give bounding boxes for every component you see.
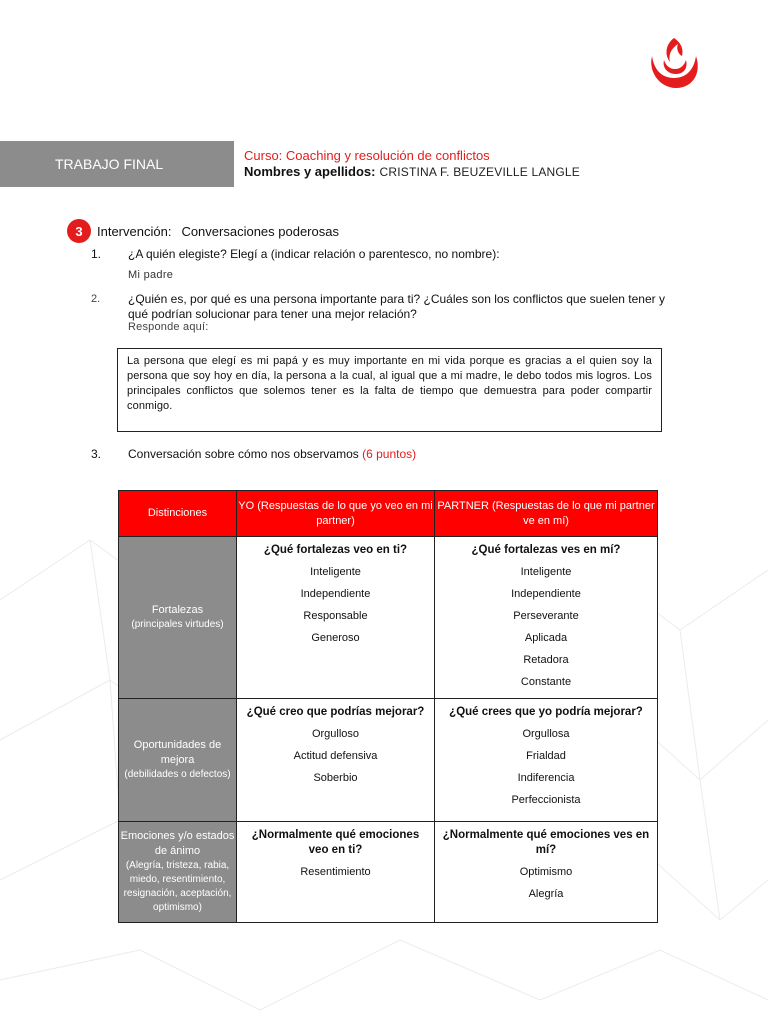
list-item: Independiente bbox=[300, 588, 371, 600]
row-label bbox=[119, 699, 237, 822]
list-item: Responsable bbox=[303, 610, 368, 622]
table-row-emociones bbox=[119, 822, 658, 923]
list-item: Indiferencia bbox=[517, 772, 575, 784]
row-subtitle: (debilidades o defectos) bbox=[124, 769, 231, 780]
list-item: Inteligente bbox=[310, 566, 361, 578]
partner-items bbox=[435, 565, 657, 690]
list-item: Frialdad bbox=[526, 750, 566, 762]
list-item: Retadora bbox=[523, 654, 569, 666]
list-item: Perfeccionista bbox=[511, 794, 581, 806]
question-text bbox=[128, 447, 668, 462]
list-item: Perseverante bbox=[513, 610, 579, 622]
distinctions-table bbox=[118, 490, 658, 923]
list-item: Actitud defensiva bbox=[293, 750, 378, 762]
yo-items bbox=[237, 727, 434, 786]
section-title: Conversaciones poderosas bbox=[181, 223, 339, 239]
section-label: Intervención: bbox=[97, 223, 172, 239]
yo-question: ¿Normalmente qué emociones veo en ti? bbox=[251, 829, 420, 856]
header-partner: PARTNER (Respuestas de lo que mi partner ve en mí) bbox=[435, 491, 658, 537]
list-item: Inteligente bbox=[520, 566, 572, 578]
row-title: Oportunidades de mejora bbox=[133, 739, 222, 766]
row-subtitle: (principales virtudes) bbox=[131, 619, 224, 630]
question-1-answer: Mi padre bbox=[128, 269, 174, 281]
partner-items bbox=[435, 727, 657, 808]
yo-cell bbox=[237, 822, 435, 923]
list-item: Resentimiento bbox=[300, 866, 371, 878]
row-title: Emociones y/o estados de ánimo bbox=[120, 830, 235, 857]
section-number-badge: 3 bbox=[67, 219, 91, 243]
list-item: Alegría bbox=[528, 888, 564, 900]
partner-cell bbox=[435, 822, 658, 923]
list-item: Soberbio bbox=[313, 772, 358, 784]
row-subtitle: (Alegría, tristeza, rabia, miedo, resentimiento, resignación, aceptación, optimismo) bbox=[123, 860, 232, 913]
partner-items bbox=[435, 865, 657, 902]
row-label bbox=[119, 537, 237, 699]
section-heading bbox=[67, 219, 339, 243]
row-title: Fortalezas bbox=[151, 604, 204, 616]
header-distinciones: Distinciones bbox=[119, 491, 237, 537]
list-item: Orgulloso bbox=[311, 728, 360, 740]
student-name: CRISTINA F. BEUZEVILLE LANGLE bbox=[379, 165, 581, 179]
course-info bbox=[244, 148, 580, 180]
points-label: (6 puntos) bbox=[362, 447, 417, 461]
banner-title: TRABAJO FINAL bbox=[55, 156, 164, 172]
yo-question: ¿Qué fortalezas veo en ti? bbox=[263, 544, 408, 556]
list-item: Generoso bbox=[311, 632, 360, 644]
table-row-oportunidades bbox=[119, 699, 658, 822]
university-flame-logo bbox=[646, 36, 702, 90]
question-number: 1. bbox=[91, 247, 102, 261]
response-hint: Responde aquí: bbox=[128, 321, 209, 333]
yo-question: ¿Qué creo que podrías mejorar? bbox=[246, 706, 425, 718]
list-item: Independiente bbox=[511, 588, 581, 600]
partner-cell bbox=[435, 699, 658, 822]
partner-question: ¿Normalmente qué emociones ves en mí? bbox=[442, 829, 650, 856]
yo-items bbox=[237, 865, 434, 880]
answer-text-box: La persona que elegí es mi papá y es muy importante en mi vida porque es gracias a el quien soy la persona que soy hoy en día, la persona a la cual, al igual que a mi madre, le debo todos mis logros. Los principales conflictos que solemos tener es la falta de tiempo que demuestra para poder compartir conmigo. bbox=[117, 348, 662, 432]
question-3-text: Conversación sobre cómo nos observamos bbox=[128, 447, 359, 461]
assignment-banner bbox=[0, 141, 234, 187]
question-text: ¿A quién elegiste? Elegí a (indicar relación o parentesco, no nombre): bbox=[128, 247, 500, 261]
question-number: 3. bbox=[91, 447, 102, 461]
list-item: Optimismo bbox=[519, 866, 573, 878]
header-yo: YO (Respuestas de lo que yo veo en mi partner) bbox=[237, 491, 435, 537]
partner-cell bbox=[435, 537, 658, 699]
student-name-line bbox=[244, 164, 580, 180]
partner-question: ¿Qué fortalezas ves en mí? bbox=[471, 544, 621, 556]
yo-items bbox=[237, 565, 434, 646]
names-label: Nombres y apellidos: bbox=[244, 164, 376, 179]
list-item: Orgullosa bbox=[522, 728, 570, 740]
table-row-fortalezas bbox=[119, 537, 658, 699]
list-item: Aplicada bbox=[524, 632, 568, 644]
course-title: Curso: Coaching y resolución de conflictos bbox=[244, 148, 490, 163]
question-text: ¿Quién es, por qué es una persona importante para ti? ¿Cuáles son los conflictos que suelen tener y qué podrían solucionar para tener una mejor relación? bbox=[128, 292, 665, 321]
partner-question: ¿Qué crees que yo podría mejorar? bbox=[449, 706, 643, 718]
table-header-row bbox=[119, 491, 658, 537]
row-label bbox=[119, 822, 237, 923]
yo-cell bbox=[237, 537, 435, 699]
question-number: 2. bbox=[91, 293, 101, 305]
list-item: Constante bbox=[520, 676, 572, 688]
yo-cell bbox=[237, 699, 435, 822]
